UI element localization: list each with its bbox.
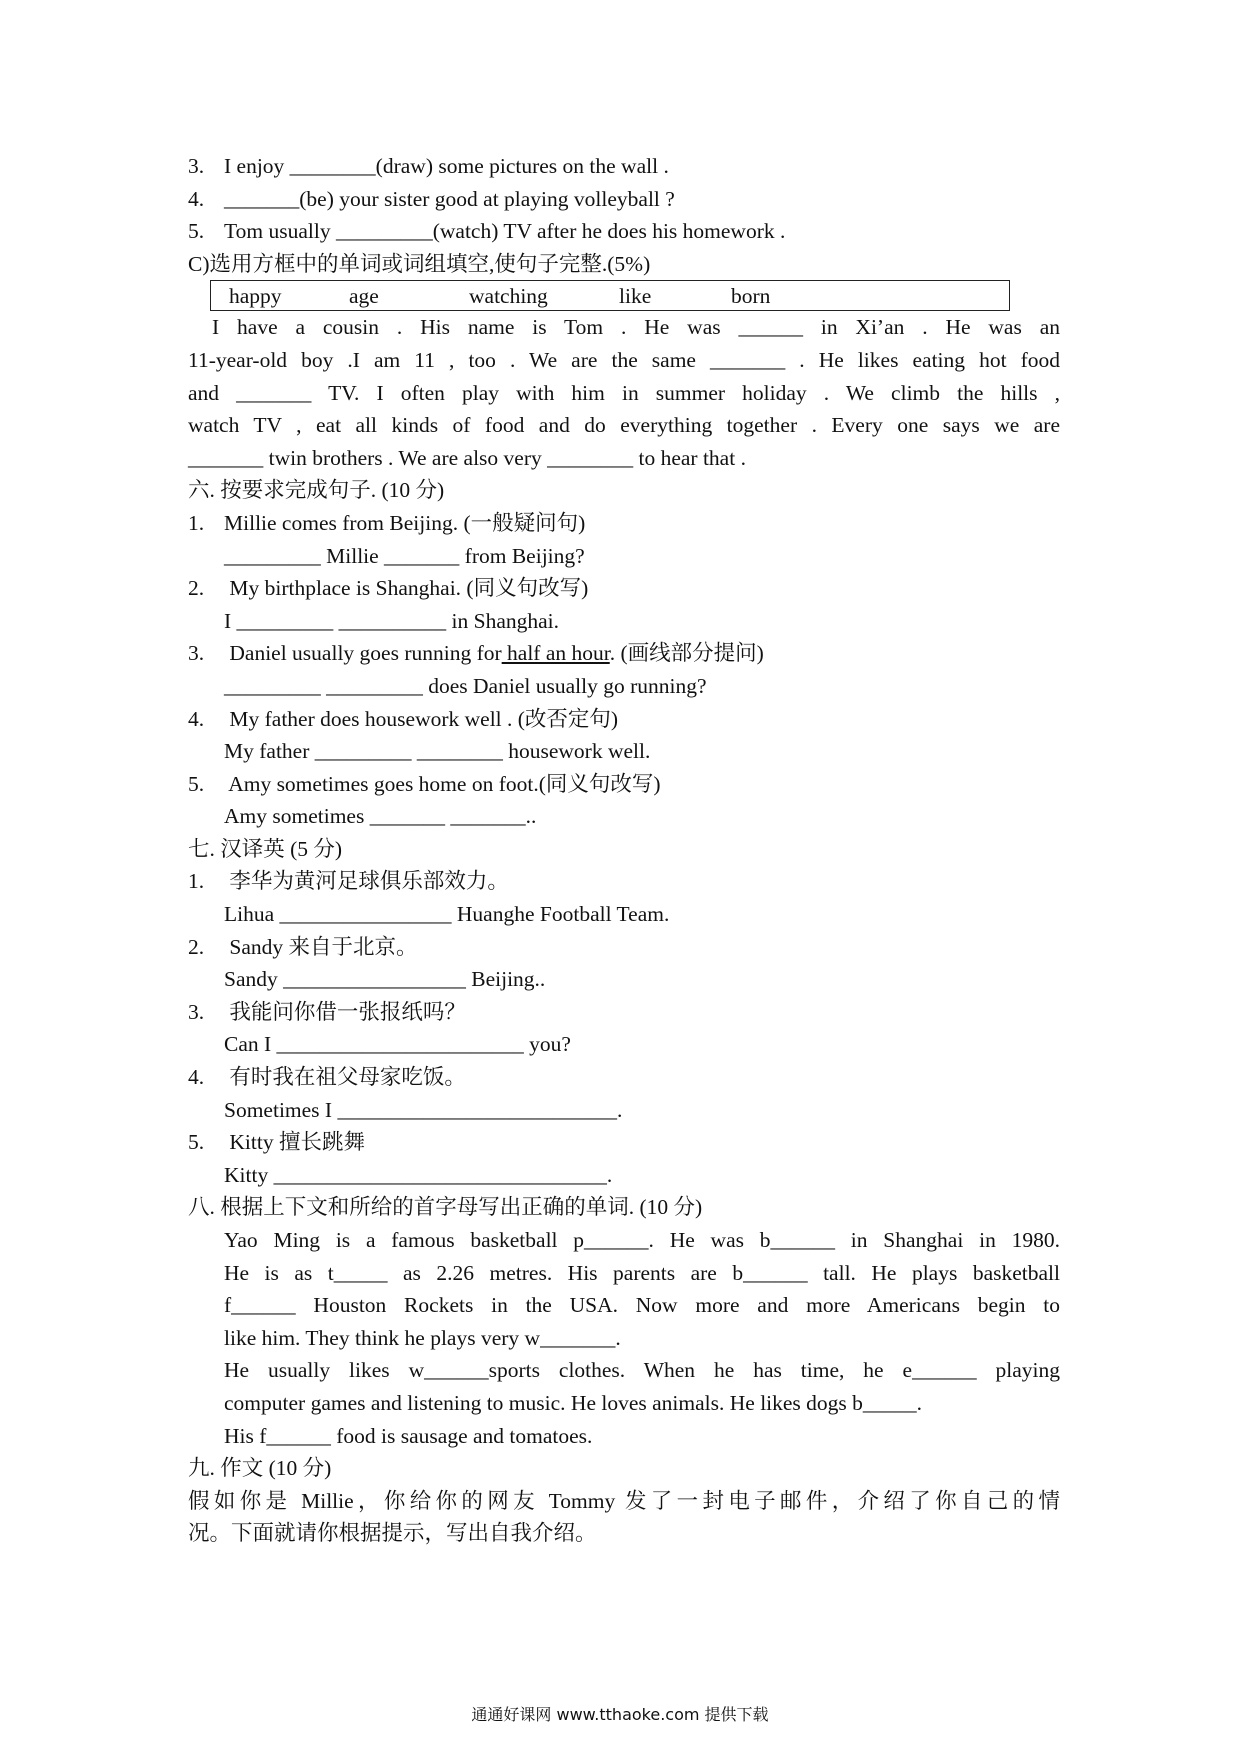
composition-prompt-line: 况。下面就请你根据提示，写出自我介绍。 bbox=[188, 1521, 597, 1546]
item-question: Kitty 擅长跳舞 bbox=[224, 1130, 365, 1155]
item-number: 5. bbox=[188, 219, 205, 244]
answer-line: Lihua ________________ Huanghe Football Team. bbox=[224, 902, 670, 927]
question-line bbox=[188, 150, 1060, 183]
section-heading-6: 六. 按要求完成句子. (10 分) bbox=[188, 478, 445, 503]
section-heading-7: 七. 汉译英 (5 分) bbox=[188, 836, 343, 861]
item-question: Daniel usually goes running for bbox=[224, 641, 502, 666]
item-number: 3. bbox=[188, 154, 205, 178]
item-number: 2. bbox=[188, 576, 205, 601]
composition-prompt-line: 假如你是 Millie，你给你的网友 Tommy 发了一封电子邮件，介绍了你自己的情 bbox=[188, 1488, 1060, 1513]
question-line bbox=[188, 996, 1060, 1029]
item-number: 1. bbox=[188, 869, 205, 894]
word-box-item: happy bbox=[229, 284, 282, 309]
answer-line: _________ _________ does Daniel usually go running? bbox=[224, 673, 707, 698]
item-number: 4. bbox=[188, 706, 205, 731]
item-question: Sandy 来自于北京。 bbox=[224, 934, 418, 959]
item-text: _______(be) your sister good at playing volleyball ? bbox=[224, 186, 675, 211]
question-line bbox=[188, 507, 1060, 540]
item-question: Millie comes from Beijing. (一般疑问句) bbox=[224, 510, 586, 535]
question-line bbox=[188, 637, 1060, 670]
word-box-item: like bbox=[619, 284, 652, 309]
item-question: My birthplace is Shanghai. (同义句改写) bbox=[224, 576, 589, 601]
item-number: 3. bbox=[188, 641, 205, 666]
cloze-paragraph-line: _______ twin brothers . We are also very ________ to hear that . bbox=[188, 445, 746, 470]
item-number: 4. bbox=[188, 1065, 205, 1090]
passage-line: He is as t_____ as 2.26 metres. His parents are b______ tall. He plays basketball bbox=[224, 1260, 1060, 1285]
item-text: Tom usually _________(watch) TV after he does his homework . bbox=[224, 219, 786, 244]
item-number: 2. bbox=[188, 934, 205, 959]
passage-line: His f______ food is sausage and tomatoes. bbox=[224, 1423, 593, 1448]
item-question: 李华为黄河足球俱乐部效力。 bbox=[224, 869, 509, 894]
question-line bbox=[188, 572, 1060, 605]
item-number: 3. bbox=[188, 999, 205, 1024]
cloze-paragraph-line: I have a cousin . His name is Tom . He was ______ in Xi’an . He was an bbox=[212, 315, 1060, 340]
passage-line: f______ Houston Rockets in the USA. Now more and more Americans begin to bbox=[224, 1293, 1060, 1318]
cloze-paragraph-line: watch TV , eat all kinds of food and do everything together . Every one says we are bbox=[188, 413, 1060, 438]
item-number: 4. bbox=[188, 186, 205, 211]
word-box-item: born bbox=[731, 284, 771, 309]
question-line bbox=[188, 768, 1060, 801]
word-box bbox=[210, 280, 1010, 311]
question-line bbox=[188, 865, 1060, 898]
item-question: My father does housework well . (改否定句) bbox=[224, 706, 619, 731]
answer-line: _________ Millie _______ from Beijing? bbox=[224, 543, 585, 568]
underlined-phrase: half an hour bbox=[501, 641, 610, 666]
question-line bbox=[188, 703, 1060, 736]
word-box-item: age bbox=[349, 284, 379, 309]
answer-line: Sandy _________________ Beijing.. bbox=[224, 967, 546, 992]
section-heading-c: C)选用方框中的单词或词组填空,使句子完整.(5%) bbox=[188, 251, 651, 276]
passage-line: Yao Ming is a famous basketball p______. He was b______ in Shanghai in 1980. bbox=[224, 1228, 1060, 1252]
item-text: I enjoy ________(draw) some pictures on the wall . bbox=[224, 154, 669, 178]
item-number: 5. bbox=[188, 771, 205, 796]
item-question: Amy sometimes goes home on foot.(同义句改写) bbox=[224, 771, 661, 796]
answer-line: I _________ __________ in Shanghai. bbox=[224, 608, 560, 633]
item-question-suffix: . (画线部分提问) bbox=[609, 641, 764, 666]
passage-line: computer games and listening to music. He loves animals. He likes dogs b_____. bbox=[224, 1390, 923, 1415]
item-question: 我能问你借一张报纸吗？ bbox=[224, 999, 466, 1024]
question-line bbox=[188, 1126, 1060, 1159]
word-box-item: watching bbox=[469, 284, 548, 309]
section-heading-8: 八. 根据上下文和所给的首字母写出正确的单词. (10 分) bbox=[188, 1195, 703, 1220]
item-number: 1. bbox=[188, 510, 205, 535]
question-line bbox=[188, 215, 1060, 248]
worksheet-page bbox=[188, 150, 1060, 1550]
answer-line: Amy sometimes _______ _______.. bbox=[224, 804, 537, 829]
answer-line: My father _________ ________ housework well. bbox=[224, 739, 651, 764]
answer-line: Can I _______________________ you? bbox=[224, 1032, 571, 1057]
section-heading-9: 九. 作文 (10 分) bbox=[188, 1456, 332, 1481]
question-line bbox=[188, 1061, 1060, 1094]
item-number: 5. bbox=[188, 1130, 205, 1155]
cloze-paragraph-line: 11-year-old boy .I am 11 , too . We are the same _______ . He likes eating hot food bbox=[188, 347, 1060, 372]
answer-line: Kitty _______________________________. bbox=[224, 1162, 613, 1187]
passage-line: He usually likes w______sports clothes. When he has time, he e______ playing bbox=[224, 1358, 1060, 1383]
question-line bbox=[188, 931, 1060, 964]
cloze-paragraph-line: and _______ TV. I often play with him in summer holiday . We climb the hills , bbox=[188, 380, 1060, 405]
question-line bbox=[188, 183, 1060, 216]
page-footer: 通通好课网 www.tthaoke.com 提供下载 bbox=[471, 1705, 769, 1724]
answer-line: Sometimes I __________________________. bbox=[224, 1097, 623, 1122]
passage-line: like him. They think he plays very w_______. bbox=[224, 1325, 621, 1350]
item-question: 有时我在祖父母家吃饭。 bbox=[224, 1065, 466, 1090]
